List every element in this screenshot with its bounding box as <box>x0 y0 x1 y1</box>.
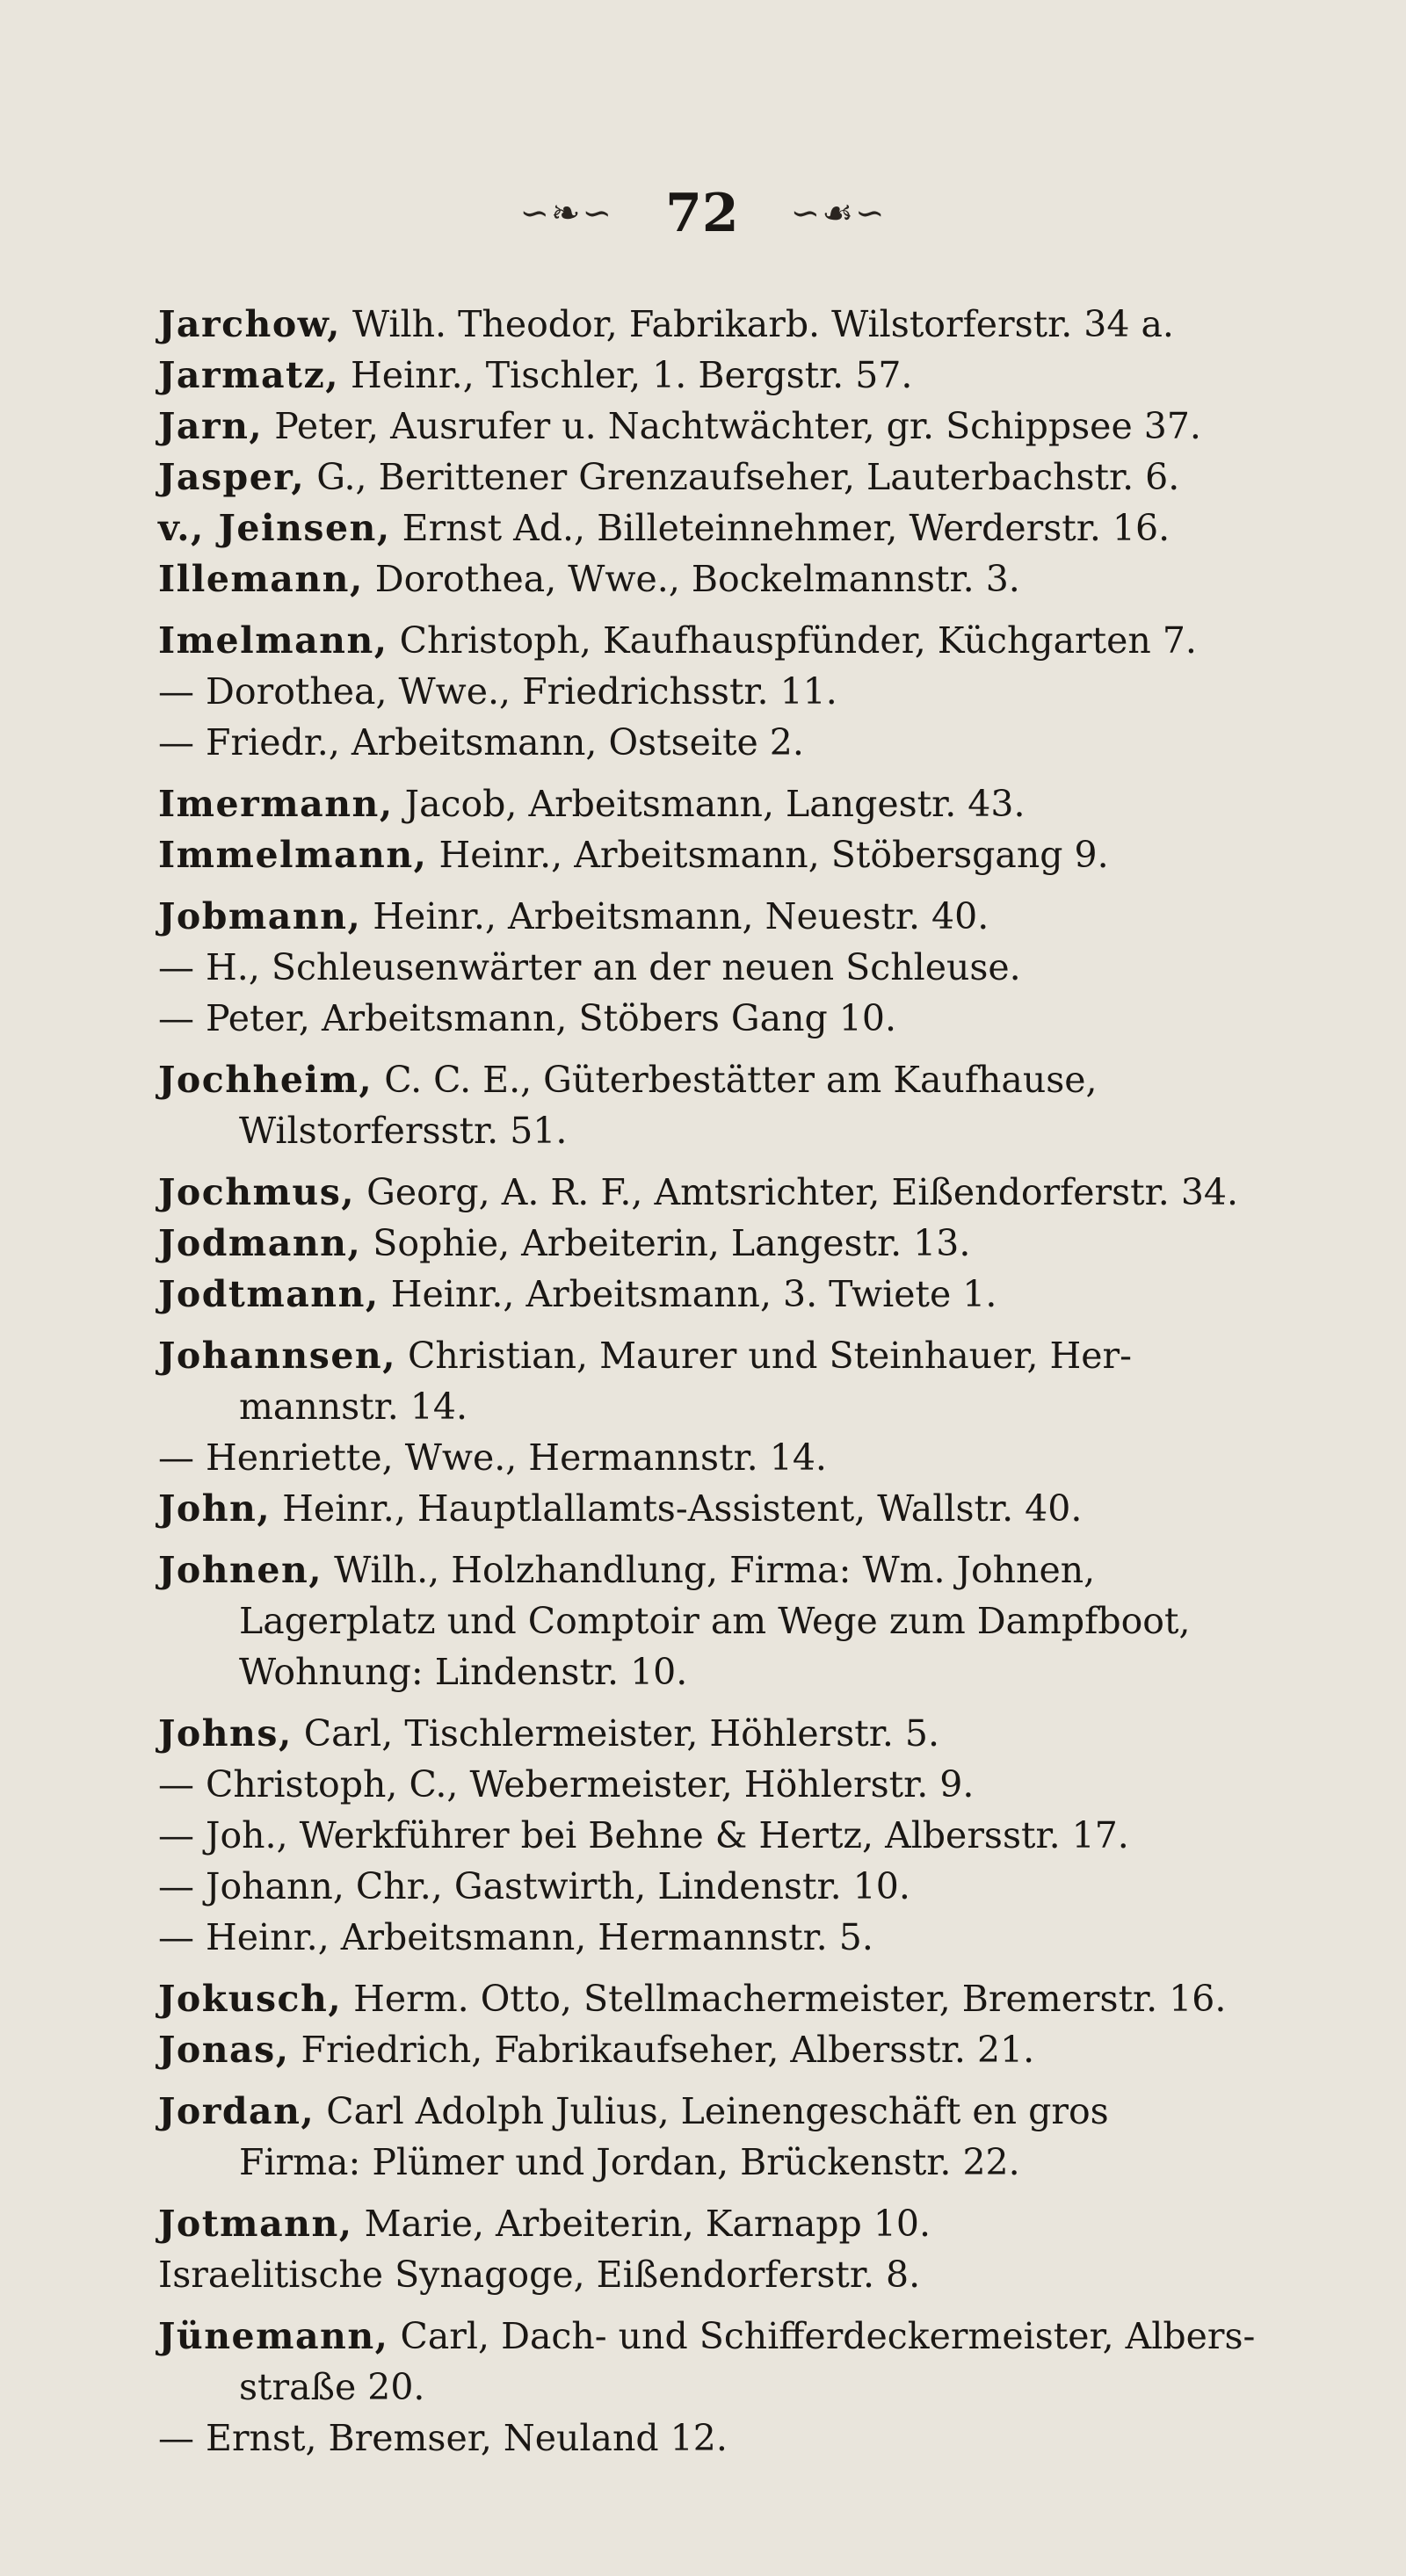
directory-entry <box>158 1646 1283 1697</box>
entry-surname: Jobmann, <box>158 895 362 937</box>
directory-entry <box>158 2249 1283 2300</box>
entry-details: Heinr., Arbeitsmann, 3. Twiete 1. <box>379 1273 997 1315</box>
directory-entry <box>158 1381 1283 1432</box>
entry-surname: Illemann, <box>158 558 364 600</box>
entry-details: Israelitische Synagoge, Eißendorferstr. 8. <box>158 2254 921 2296</box>
directory-entry <box>158 778 1283 829</box>
entry-details: Friedrich, Fabrikaufseher, Albersstr. 21. <box>289 2029 1035 2071</box>
directory-entry <box>158 452 1283 503</box>
directory-entry <box>158 1861 1283 1912</box>
directory-entry <box>158 829 1283 880</box>
entry-surname: Johnen, <box>158 1549 323 1591</box>
entry-details: — Christoph, C., Webermeister, Höhlerstr. 9. <box>158 1763 975 1805</box>
directory-entry <box>158 942 1283 993</box>
ornament-left-icon: ∽❧∽ <box>519 193 613 234</box>
entry-details: Lagerplatz und Comptoir am Wege zum Dampfboot, <box>239 1600 1191 1642</box>
directory-entry <box>158 554 1283 604</box>
entry-surname: Jasper, <box>158 456 306 498</box>
directory-entry <box>158 1810 1283 1861</box>
directory-entry <box>158 993 1283 1044</box>
directory-entry <box>158 1973 1283 2024</box>
entry-details: Dorothea, Wwe., Bockelmannstr. 3. <box>363 558 1020 600</box>
entry-details: Carl, Dach- und Schifferdeckermeister, Albers- <box>388 2315 1256 2357</box>
entry-details: C. C. E., Güterbestätter am Kaufhause, <box>373 1059 1098 1101</box>
entry-surname: Johns, <box>158 1712 293 1755</box>
entry-surname: Jochmus, <box>158 1171 356 1213</box>
directory-entry <box>158 2137 1283 2188</box>
directory-entry <box>158 1545 1283 1596</box>
entry-surname: John, <box>158 1487 272 1530</box>
entry-surname: Jünemann, <box>158 2315 389 2357</box>
directory-entry <box>158 1708 1283 1759</box>
entry-surname: Jarchow, <box>158 303 341 345</box>
entry-details: — Henriette, Wwe., Hermannstr. 14. <box>158 1436 827 1479</box>
directory-entry <box>158 1218 1283 1269</box>
entry-details: Wohnung: Lindenstr. 10. <box>239 1651 688 1693</box>
directory-entry <box>158 1054 1283 1105</box>
entry-surname: v., Jeinsen, <box>158 507 391 549</box>
page-number: 72 <box>665 183 739 244</box>
entry-details: G., Berittener Grenzaufseher, Lauterbachstr. 6. <box>305 456 1180 498</box>
entry-details: — Johann, Chr., Gastwirth, Lindenstr. 10. <box>158 1865 910 1907</box>
page-header <box>0 183 1406 253</box>
entry-surname: Jodtmann, <box>158 1273 380 1315</box>
entry-details: Jacob, Arbeitsmann, Langestr. 43. <box>393 783 1026 825</box>
entry-details: Herm. Otto, Stellmachermeister, Bremerstr. 16. <box>342 1978 1227 2020</box>
entry-details: — Ernst, Bremser, Neuland 12. <box>158 2417 728 2459</box>
directory-entry <box>158 1330 1283 1381</box>
directory-entry <box>158 1269 1283 1320</box>
entry-surname: Jodmann, <box>158 1222 362 1264</box>
entry-details: Christian, Maurer und Steinhauer, Her- <box>396 1335 1132 1377</box>
entry-surname: Imermann, <box>158 783 394 825</box>
directory-entry <box>158 350 1283 401</box>
directory-entry <box>158 503 1283 554</box>
entry-details: straße 20. <box>239 2366 425 2408</box>
entry-details: Christoph, Kaufhauspfünder, Küchgarten 7. <box>388 619 1197 662</box>
entry-details: — Joh., Werkführer bei Behne & Hertz, Albersstr. 17. <box>158 1814 1129 1856</box>
directory-entry <box>158 2362 1283 2413</box>
entry-surname: Johannsen, <box>158 1335 396 1377</box>
entry-details: Wilstorfersstr. 51. <box>239 1110 568 1152</box>
entry-details: — Friedr., Arbeitsmann, Ostseite 2. <box>158 721 804 763</box>
directory-entry <box>158 717 1283 768</box>
entry-details: mannstr. 14. <box>239 1386 468 1428</box>
entry-details: Ernst Ad., Billeteinnehmer, Werderstr. 16. <box>390 507 1170 549</box>
entry-surname: Imelmann, <box>158 619 388 662</box>
entry-details: Heinr., Arbeitsmann, Stöbersgang 9. <box>427 834 1109 876</box>
entry-details: Heinr., Hauptlallamts-Assistent, Wallstr. 40. <box>271 1487 1083 1530</box>
entry-surname: Jarn, <box>158 405 264 447</box>
entry-details: — Dorothea, Wwe., Friedrichsstr. 11. <box>158 670 837 713</box>
entry-details: — H., Schleusenwärter an der neuen Schleuse. <box>158 946 1021 988</box>
directory-entry <box>158 401 1283 452</box>
entry-surname: Jokusch, <box>158 1978 343 2020</box>
entry-surname: Jonas, <box>158 2029 290 2071</box>
ornament-right-icon: ∽☙∽ <box>790 193 887 234</box>
entry-surname: Jotmann, <box>158 2203 353 2245</box>
entry-surname: Jordan, <box>158 2090 315 2132</box>
entry-details: Georg, A. R. F., Amtsrichter, Eißendorferstr. 34. <box>355 1171 1239 1213</box>
entry-details: Heinr., Arbeitsmann, Neuestr. 40. <box>361 895 989 937</box>
entry-details: Firma: Plümer und Jordan, Brückenstr. 22. <box>239 2141 1020 2183</box>
directory-entry <box>158 1105 1283 1156</box>
directory-entry <box>158 2024 1283 2075</box>
directory-entry <box>158 1759 1283 1810</box>
directory-entry <box>158 2086 1283 2137</box>
directory-entry <box>158 1912 1283 1963</box>
directory-entry <box>158 1432 1283 1483</box>
entry-details: Carl Adolph Julius, Leinengeschäft en gros <box>315 2090 1109 2132</box>
entry-details: — Heinr., Arbeitsmann, Hermannstr. 5. <box>158 1916 873 1958</box>
directory-entry <box>158 891 1283 942</box>
entry-details: Sophie, Arbeiterin, Langestr. 13. <box>361 1222 971 1264</box>
directory-entry <box>158 2198 1283 2249</box>
entry-details: Wilh., Holzhandlung, Firma: Wm. Johnen, <box>323 1549 1096 1591</box>
directory-entry <box>158 2413 1283 2464</box>
directory-entry <box>158 2311 1283 2362</box>
entry-details: — Peter, Arbeitsmann, Stöbers Gang 10. <box>158 997 896 1039</box>
entry-details: Peter, Ausrufer u. Nachtwächter, gr. Schippsee 37. <box>263 405 1201 447</box>
entry-details: Marie, Arbeiterin, Karnapp 10. <box>352 2203 931 2245</box>
directory-entries <box>158 299 1283 2464</box>
directory-entry <box>158 299 1283 350</box>
directory-entry <box>158 666 1283 717</box>
entry-details: Carl, Tischlermeister, Höhlerstr. 5. <box>292 1712 940 1755</box>
directory-entry <box>158 1167 1283 1218</box>
entry-surname: Immelmann, <box>158 834 428 876</box>
entry-surname: Jarmatz, <box>158 354 340 396</box>
entry-details: Heinr., Tischler, 1. Bergstr. 57. <box>339 354 913 396</box>
directory-entry <box>158 1483 1283 1534</box>
directory-entry <box>158 615 1283 666</box>
directory-entry <box>158 1596 1283 1646</box>
entry-details: Wilh. Theodor, Fabrikarb. Wilstorferstr. 34 a. <box>340 303 1174 345</box>
entry-surname: Jochheim, <box>158 1059 373 1101</box>
